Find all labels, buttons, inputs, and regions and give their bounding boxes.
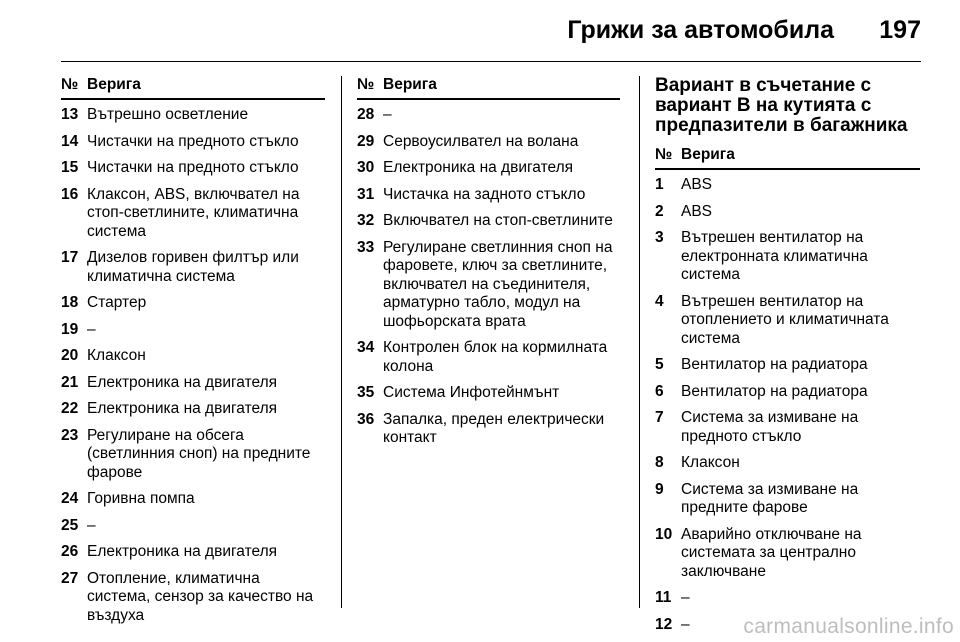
fuse-number: 15: [61, 159, 79, 176]
circuit-description: Вентилатор на радиатора: [681, 356, 868, 373]
table-row: [61, 490, 325, 509]
circuit-description: Регулиране на обсега (светлинния сноп) на предните фарове: [87, 426, 311, 481]
table-row: [61, 133, 325, 152]
circuit-description: Контролен блок на кормилната колона: [383, 339, 608, 375]
fuse-number: 10: [655, 525, 673, 543]
table-row: [61, 321, 325, 340]
table-row: [357, 212, 620, 231]
table-body: [655, 170, 920, 634]
table-row: [357, 339, 620, 376]
fuse-number: 22: [61, 400, 79, 417]
circuit-description: Отопление, климатична система, сензор за качество на въздуха: [87, 569, 314, 624]
fuse-number: 34: [357, 339, 375, 356]
table-row: [655, 481, 920, 518]
fuse-number: 11: [655, 589, 672, 606]
fuse-number: 23: [61, 426, 79, 444]
table-row: [357, 239, 620, 332]
number-column-header: №: [61, 76, 79, 93]
table-row: [357, 384, 620, 403]
page-title: Грижи за автомобила: [567, 16, 834, 44]
table-row: [61, 517, 325, 536]
circuit-description: ABS: [681, 202, 713, 220]
circuit-description: Сервоусилвател на волана: [383, 132, 579, 150]
fuse-number: 2: [655, 202, 664, 220]
circuit-description: Клаксон, ABS, включвател на стоп-светлините, климатична система: [87, 185, 300, 240]
table-header: [357, 76, 620, 100]
table-header: [655, 146, 920, 170]
circuit-description: Електроника на двигателя: [383, 159, 574, 176]
fuse-number: 24: [61, 490, 79, 507]
table-row: [61, 347, 325, 366]
fuse-number: 1: [655, 176, 664, 193]
circuit-description: –: [87, 320, 96, 338]
fuse-number: 18: [61, 294, 79, 311]
circuit-description: Чистачка на задното стъкло: [383, 185, 586, 203]
fuse-number: 29: [357, 132, 375, 150]
circuit-description: Запалка, преден електрически контакт: [383, 410, 605, 446]
fuse-number: 12: [655, 615, 673, 633]
circuit-description: Електроника на двигателя: [87, 400, 278, 417]
fuse-number: 7: [655, 409, 664, 426]
fuse-number: 30: [357, 159, 375, 176]
table-row: [655, 176, 920, 195]
section-heading: Вариант в съчетание с вариант B на кутията с предпазители в багажника: [655, 75, 908, 136]
fuse-number: 25: [61, 516, 79, 534]
circuit-description: Вътрешен вентилатор на отоплението и климатичната система: [681, 292, 889, 347]
table-row: [61, 543, 325, 562]
table-row: [655, 589, 920, 608]
table-row: [61, 294, 325, 313]
circuit-column-header: Верига: [87, 76, 141, 93]
table-row: [61, 186, 325, 242]
circuit-column-header: Верига: [681, 146, 735, 163]
number-column-header: №: [655, 146, 673, 163]
circuit-description: ABS: [681, 176, 713, 193]
fuse-number: 21: [61, 373, 79, 391]
fuse-number: 27: [61, 569, 79, 587]
circuit-description: Вентилатор на радиатора: [681, 382, 868, 400]
circuit-description: Клаксон: [681, 454, 740, 471]
fuse-number: 6: [655, 382, 664, 400]
circuit-description: Клаксон: [87, 347, 146, 364]
table-row: [357, 411, 620, 448]
table-row: [655, 229, 920, 285]
table-row: [357, 186, 620, 205]
table-row: [357, 133, 620, 152]
circuit-description: Вътрешно осветление: [87, 106, 249, 123]
fuse-number: 36: [357, 410, 375, 428]
fuse-number: 35: [357, 384, 375, 401]
circuit-description: Електроника на двигателя: [87, 373, 278, 391]
fuse-number: 8: [655, 454, 664, 471]
circuit-description: Система за измиване на предното стъкло: [681, 409, 859, 445]
fuse-number: 31: [357, 185, 375, 203]
fuse-number: 17: [61, 249, 79, 266]
circuit-description: Система Инфотейнмънт: [383, 384, 560, 401]
fuse-table-column-2: [357, 76, 620, 608]
circuit-description: Включвател на стоп-светлините: [383, 212, 613, 229]
column-divider: [639, 76, 640, 608]
table-row: [655, 383, 920, 402]
fuse-number: 14: [61, 132, 79, 150]
table-row: [61, 159, 325, 178]
table-header: [61, 76, 325, 100]
fuse-number: 28: [357, 106, 375, 123]
circuit-description: –: [681, 615, 690, 633]
circuit-description: Чистачки на предното стъкло: [87, 132, 299, 150]
fuse-number: 19: [61, 320, 79, 338]
header-rule: [61, 61, 921, 62]
circuit-description: –: [383, 106, 392, 123]
circuit-description: Вътрешен вентилатор на електронната климатична система: [681, 229, 868, 283]
circuit-description: Регулиране светлинния сноп на фаровете, ключ за светлините, включвател на съединителя, арматурно табло, модул на шофьорската врата: [383, 238, 613, 330]
circuit-description: Аварийно отключване на системата за централно заключване: [681, 525, 862, 580]
table-row: [655, 526, 920, 582]
table-row: [61, 570, 325, 626]
table-row: [655, 203, 920, 222]
number-column-header: №: [357, 76, 375, 93]
fuse-number: 33: [357, 238, 375, 256]
circuit-description: –: [681, 589, 690, 606]
circuit-description: Електроника на двигателя: [87, 543, 278, 560]
fuse-table-column-1: [61, 76, 325, 624]
table-row: [61, 249, 325, 286]
fuse-number: 13: [61, 106, 79, 123]
circuit-description: Чистачки на предното стъкло: [87, 159, 299, 176]
page-number: 197: [879, 16, 921, 44]
table-row: [655, 409, 920, 446]
circuit-description: Стартер: [87, 294, 147, 311]
fuse-number: 3: [655, 229, 664, 246]
table-row: [61, 427, 325, 483]
table-body: [357, 100, 620, 448]
fuse-number: 4: [655, 292, 664, 310]
fuse-number: 16: [61, 185, 79, 203]
table-row: [655, 293, 920, 349]
circuit-description: Дизелов горивен филтър или климатична система: [87, 249, 299, 285]
fuse-number: 26: [61, 543, 79, 560]
circuit-description: Горивна помпа: [87, 490, 195, 507]
column-divider: [341, 76, 342, 608]
fuse-number: 20: [61, 347, 79, 364]
circuit-description: –: [87, 516, 96, 534]
table-body: [61, 100, 325, 625]
watermark: carmanualsonline.info: [743, 615, 954, 638]
table-row: [61, 400, 325, 419]
table-row: [357, 106, 620, 125]
circuit-description: Система за измиване на предните фарове: [681, 480, 859, 516]
table-row: [357, 159, 620, 178]
fuse-number: 32: [357, 212, 375, 229]
circuit-column-header: Верига: [383, 76, 437, 93]
table-row: [61, 374, 325, 393]
table-row: [61, 106, 325, 125]
fuse-number: 9: [655, 480, 664, 498]
table-row: [655, 356, 920, 375]
fuse-number: 5: [655, 356, 664, 373]
table-row: [655, 454, 920, 473]
